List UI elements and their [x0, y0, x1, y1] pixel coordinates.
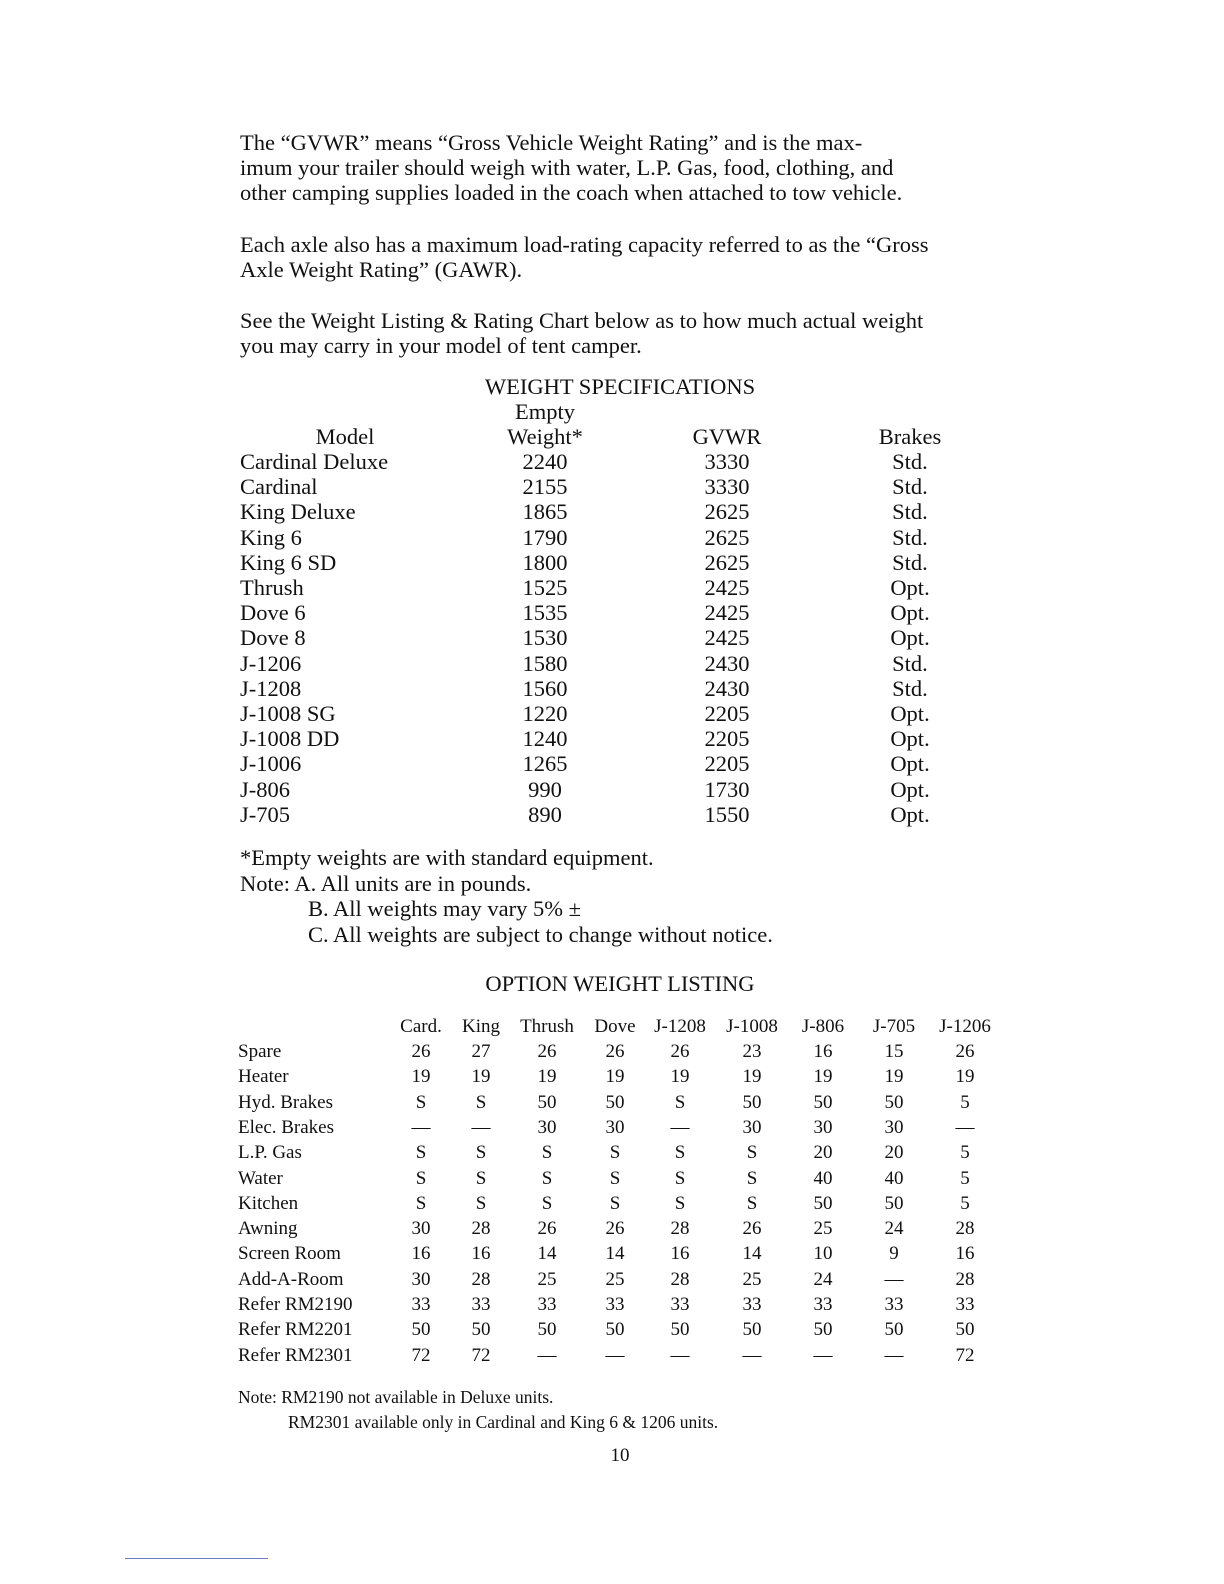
gvwr-cell: 3330 [704, 474, 750, 500]
empty-weight-cell: 2155 [522, 474, 568, 500]
empty-weight-cell: 1580 [522, 650, 568, 676]
table-cell: 28 [955, 1218, 975, 1240]
table-cell: S [609, 1142, 621, 1164]
gvwr-cell: 2625 [704, 499, 750, 525]
model-cell: King 6 [240, 524, 302, 550]
brakes-cell: Opt. [890, 801, 930, 827]
model-cell: J-1206 [240, 650, 302, 676]
table-cell: 33 [471, 1294, 491, 1315]
option-label: Screen Room [238, 1243, 341, 1265]
table-cell: — [670, 1116, 690, 1138]
empty-weight-cell: 1560 [522, 675, 568, 701]
empty-weight-cell: 1530 [522, 625, 568, 651]
brakes-cell: Opt. [890, 701, 930, 726]
option-label: Water [238, 1167, 283, 1189]
note-empty-weights: *Empty weights are with standard equipment. [240, 845, 654, 870]
page-number: 10 [610, 1445, 630, 1466]
brakes-cell: Std. [892, 549, 928, 575]
empty-weight-cell: 890 [528, 801, 562, 827]
table-cell: 16 [471, 1243, 491, 1265]
table-cell: 50 [742, 1091, 762, 1113]
empty-weight-cell: 1790 [522, 524, 568, 550]
table-cell: S [415, 1142, 427, 1164]
brakes-cell: Std. [892, 524, 928, 550]
table-cell: 50 [884, 1192, 904, 1214]
table-cell: S [674, 1192, 686, 1214]
option-label: Refer RM2201 [238, 1319, 353, 1341]
table-cell: 33 [813, 1294, 833, 1315]
table-cell: S [541, 1167, 553, 1189]
table-cell: 30 [884, 1116, 904, 1138]
table-cell: 33 [955, 1294, 975, 1315]
weight-notes [240, 845, 773, 947]
option-label: Refer RM2190 [238, 1294, 353, 1315]
column-header: J-1208 [654, 1016, 706, 1037]
table-cell: 28 [471, 1268, 491, 1290]
line: The “GVWR” means “Gross Vehicle Weight Rating” and is the max- [240, 130, 863, 155]
table-cell: 40 [813, 1167, 833, 1189]
line: Axle Weight Rating” (GAWR). [240, 257, 523, 282]
table-cell: 5 [960, 1091, 970, 1113]
option-label: Kitchen [238, 1192, 299, 1214]
model-cell: Dove 6 [240, 600, 306, 626]
model-cell: J-806 [240, 776, 290, 802]
table-cell: 33 [742, 1294, 762, 1315]
option-label: Add-A-Room [238, 1268, 344, 1290]
table-cell: 50 [813, 1192, 833, 1214]
table-cell: 24 [884, 1218, 904, 1240]
brakes-cell: Opt. [890, 600, 930, 626]
table-cell: — [884, 1344, 904, 1366]
line: imum your trailer should weigh with water, L.P. Gas, food, clothing, and [240, 155, 894, 180]
table-cell: 50 [742, 1319, 762, 1341]
table-cell: 50 [813, 1319, 833, 1341]
table-cell: 19 [670, 1066, 690, 1088]
model-cell: J-1008 SG [240, 701, 336, 726]
table-cell: 50 [605, 1091, 625, 1113]
table-cell: 28 [670, 1218, 690, 1240]
table-cell: 26 [670, 1041, 690, 1062]
table-cell: — [411, 1116, 431, 1138]
column-header: Dove [594, 1016, 636, 1037]
model-cell: J-1006 [240, 751, 302, 777]
line: See the Weight Listing & Rating Chart below as to how much actual weight [240, 308, 924, 333]
table-cell: 25 [742, 1268, 762, 1290]
table-cell: S [415, 1192, 427, 1214]
gvwr-cell: 2205 [704, 726, 750, 752]
table-cell: 26 [537, 1218, 557, 1240]
brakes-cell: Opt. [890, 575, 930, 600]
gvwr-cell: 2430 [704, 650, 750, 676]
table-cell: S [609, 1167, 621, 1189]
table-cell: 23 [742, 1041, 762, 1062]
table-cell: S [475, 1167, 487, 1189]
table-cell: 16 [670, 1243, 690, 1265]
table-cell: 50 [884, 1091, 904, 1113]
table-cell: 15 [884, 1041, 904, 1062]
table-cell: 9 [889, 1243, 899, 1265]
note-b: B. All weights may vary 5% ± [308, 896, 581, 921]
table-cell: 25 [813, 1218, 833, 1240]
brakes-cell: Opt. [890, 776, 930, 802]
table-cell: 26 [605, 1041, 625, 1062]
table-cell: 19 [537, 1066, 557, 1088]
table-cell: 19 [955, 1066, 975, 1088]
table-cell: 14 [742, 1243, 762, 1265]
column-header: J-1008 [726, 1016, 778, 1037]
table-cell: 27 [471, 1041, 491, 1062]
table-cell: 25 [537, 1268, 557, 1290]
note-a: Note: A. All units are in pounds. [240, 870, 532, 896]
option-label: Elec. Brakes [238, 1116, 335, 1138]
table-cell: S [746, 1167, 758, 1189]
table-cell: — [742, 1344, 762, 1366]
table-cell: 33 [884, 1294, 904, 1315]
table-cell: 19 [411, 1066, 431, 1088]
model-cell: Cardinal Deluxe [240, 449, 389, 474]
table-cell: — [537, 1344, 557, 1366]
table-cell: 26 [742, 1218, 762, 1240]
brakes-cell: Std. [892, 474, 928, 500]
table-cell: — [670, 1344, 690, 1366]
table-cell: 26 [605, 1218, 625, 1240]
option-label: Spare [238, 1041, 282, 1062]
table-cell: 16 [955, 1243, 975, 1265]
table-cell: 10 [813, 1243, 833, 1265]
table-cell: 50 [411, 1319, 431, 1341]
empty-weight-cell: 1800 [522, 549, 568, 575]
empty-weight-cell: 1220 [522, 701, 568, 726]
empty-weight-cell: 990 [528, 776, 562, 802]
table-cell: S [475, 1142, 487, 1164]
gvwr-cell: 2425 [704, 600, 750, 626]
line: other camping supplies loaded in the coach when attached to tow vehicle. [240, 180, 903, 205]
table-cell: 28 [955, 1268, 975, 1290]
table-cell: S [674, 1091, 686, 1113]
table-cell: 28 [670, 1268, 690, 1290]
table-cell: 50 [605, 1319, 625, 1341]
header-brakes: Brakes [878, 424, 942, 449]
table-cell: 19 [605, 1066, 625, 1088]
table-cell: 50 [884, 1319, 904, 1341]
brakes-cell: Std. [892, 449, 928, 474]
gvwr-cell: 1550 [704, 801, 750, 827]
table-cell: 26 [955, 1041, 975, 1062]
footnote-rm2301: RM2301 available only in Cardinal and King 6 & 1206 units. [288, 1412, 719, 1432]
column-header: Thrush [520, 1016, 574, 1037]
empty-weight-cell: 2240 [522, 449, 568, 474]
model-cell: J-1208 [240, 675, 302, 701]
header-empty-top: Empty [515, 399, 575, 424]
option-label: Refer RM2301 [238, 1344, 353, 1366]
table-cell: — [471, 1116, 491, 1138]
table-cell: S [475, 1192, 487, 1214]
option-label: Awning [238, 1218, 298, 1240]
intro-paragraph-chart [240, 308, 1010, 358]
table-cell: 33 [670, 1294, 690, 1315]
empty-weight-cell: 1265 [522, 751, 568, 777]
empty-weight-cell: 1535 [522, 600, 568, 626]
table-cell: 72 [411, 1344, 431, 1366]
table-cell: 30 [813, 1116, 833, 1138]
table-cell: 33 [411, 1294, 431, 1315]
table-cell: 19 [813, 1066, 833, 1088]
table-cell: S [415, 1167, 427, 1189]
table-cell: 40 [884, 1167, 904, 1189]
table-cell: 26 [537, 1041, 557, 1062]
table-cell: 30 [537, 1116, 557, 1138]
model-cell: J-705 [240, 801, 290, 827]
bottom-rule [125, 1558, 268, 1559]
table-cell: 28 [471, 1218, 491, 1240]
table-cell: 19 [884, 1066, 904, 1088]
gvwr-cell: 2425 [704, 575, 750, 600]
table-cell: 30 [742, 1116, 762, 1138]
option-label: Hyd. Brakes [238, 1091, 333, 1113]
table-cell: 5 [960, 1192, 970, 1214]
brakes-cell: Opt. [890, 751, 930, 777]
note-c: C. All weights are subject to change without notice. [308, 921, 773, 947]
table-cell: S [746, 1192, 758, 1214]
intro-paragraph-gvwr [240, 130, 1010, 205]
table-cell: 24 [813, 1268, 833, 1290]
empty-weight-cell: 1240 [522, 726, 568, 752]
table-cell: 20 [884, 1142, 904, 1164]
table-cell: — [813, 1344, 833, 1366]
table-cell: 72 [955, 1344, 975, 1366]
header-model: Model [315, 424, 375, 449]
table-cell: 30 [411, 1268, 431, 1290]
table-cell: 30 [605, 1116, 625, 1138]
table-cell: 33 [605, 1294, 625, 1315]
footnote-rm2190: Note: RM2190 not available in Deluxe units. [238, 1387, 554, 1407]
line: you may carry in your model of tent camper. [240, 333, 642, 358]
brakes-cell: Std. [892, 499, 928, 525]
model-cell: Cardinal [240, 474, 318, 500]
model-cell: Thrush [240, 575, 304, 600]
empty-weight-cell: 1525 [522, 575, 568, 600]
table-cell: S [541, 1192, 553, 1214]
option-weight-title: OPTION WEIGHT LISTING [485, 971, 755, 996]
table-cell: S [674, 1167, 686, 1189]
table-cell: 14 [605, 1243, 625, 1265]
model-cell: King 6 SD [240, 549, 337, 575]
intro-paragraph-gawr [240, 232, 1010, 282]
table-cell: 16 [411, 1243, 431, 1265]
table-cell: 50 [537, 1091, 557, 1113]
column-header: J-806 [801, 1016, 845, 1037]
table-cell: S [746, 1142, 758, 1164]
table-cell: — [884, 1268, 904, 1290]
table-cell: 14 [537, 1243, 557, 1265]
table-cell: 50 [670, 1319, 690, 1341]
gvwr-cell: 2430 [704, 675, 750, 701]
header-gvwr: GVWR [692, 424, 762, 449]
column-header: J-1206 [939, 1016, 991, 1037]
table-cell: 19 [742, 1066, 762, 1088]
option-label: L.P. Gas [238, 1142, 302, 1164]
table-cell: S [609, 1192, 621, 1214]
model-cell: Dove 8 [240, 625, 306, 651]
table-cell: — [955, 1116, 975, 1138]
gvwr-cell: 3330 [704, 449, 750, 474]
column-header: Card. [400, 1016, 442, 1037]
model-cell: King Deluxe [240, 499, 356, 525]
column-header: King [462, 1016, 500, 1037]
table-cell: 33 [537, 1294, 557, 1315]
column-header: J-705 [872, 1016, 916, 1037]
option-label: Heater [238, 1066, 289, 1088]
gvwr-cell: 1730 [704, 776, 750, 802]
header-empty-weight: Weight* [507, 424, 583, 449]
table-cell: 25 [605, 1268, 625, 1290]
table-cell: S [415, 1091, 427, 1113]
brakes-cell: Std. [892, 675, 928, 701]
table-cell: 30 [411, 1218, 431, 1240]
model-cell: J-1008 DD [240, 726, 340, 752]
table-cell: S [475, 1091, 487, 1113]
table-cell: 50 [813, 1091, 833, 1113]
brakes-cell: Opt. [890, 726, 930, 752]
table-cell: 5 [960, 1142, 970, 1164]
gvwr-cell: 2425 [704, 625, 750, 651]
gvwr-cell: 2625 [704, 549, 750, 575]
brakes-cell: Opt. [890, 625, 930, 651]
gvwr-cell: 2205 [704, 751, 750, 777]
table-cell: S [674, 1142, 686, 1164]
table-cell: 20 [813, 1142, 833, 1164]
weight-specifications-title: WEIGHT SPECIFICATIONS [484, 374, 756, 399]
table-cell: 26 [411, 1041, 431, 1062]
line: Each axle also has a maximum load-rating capacity referred to as the “Gross [240, 232, 929, 257]
table-cell: 50 [537, 1319, 557, 1341]
gvwr-cell: 2205 [704, 701, 750, 726]
table-cell: 19 [471, 1066, 491, 1088]
table-cell: S [541, 1142, 553, 1164]
table-cell: 5 [960, 1167, 970, 1189]
table-cell: 50 [955, 1319, 975, 1341]
empty-weight-cell: 1865 [522, 499, 568, 525]
table-cell: 50 [471, 1319, 491, 1341]
table-cell: — [605, 1344, 625, 1366]
gvwr-cell: 2625 [704, 524, 750, 550]
table-cell: 72 [471, 1344, 491, 1366]
table-cell: 16 [813, 1041, 833, 1062]
brakes-cell: Std. [892, 650, 928, 676]
